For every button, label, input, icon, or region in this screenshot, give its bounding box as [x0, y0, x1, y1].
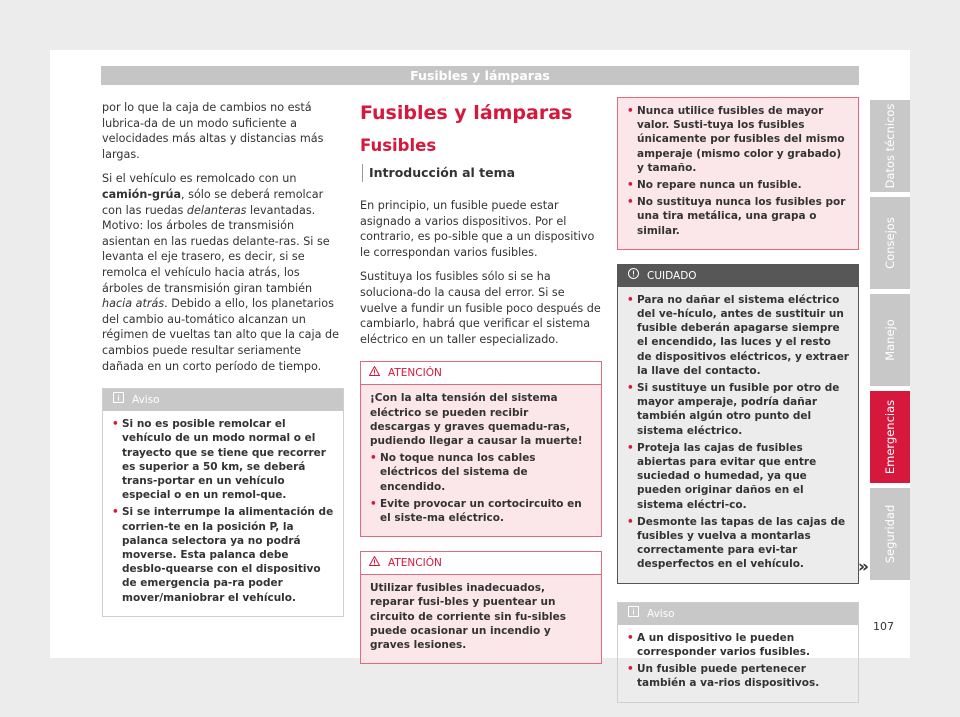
subsection-title: Fusibles [360, 136, 437, 155]
caution-header: CUIDADO [618, 265, 858, 287]
warning-icon [369, 552, 380, 574]
warning-header: ATENCIÓN [361, 362, 601, 385]
column-2 [360, 100, 602, 678]
section-title: Fusibles y lámparas [360, 102, 573, 124]
note-header: Aviso [618, 603, 858, 625]
bullet-icon: • [370, 452, 377, 465]
bullet-icon: • [112, 506, 119, 519]
list-item: • No sustituya nunca los fusibles por una tira metálica, una grapa o similar. [627, 196, 846, 237]
bullet-icon: • [627, 179, 634, 192]
page-header: Fusibles y lámparas [101, 66, 859, 85]
column-1 [102, 100, 344, 631]
warning-body [361, 385, 601, 536]
bullet-icon: • [627, 105, 634, 117]
list-item: • Si sustituye un fusible por otro de mayor amperaje, podría dañar también algún otro punto del sistema eléctrico. [627, 382, 840, 437]
note-box [617, 602, 859, 703]
tab-seguridad[interactable]: Seguridad [870, 488, 910, 580]
paragraph: Sustituya los fusibles sólo si se ha soluciona-do la causa del error. Si se vuelve a fundir un fusible poco después de cambiarlo, habrá que verificar el sistema eléctrico en un taller especializado. [360, 270, 601, 346]
list-item: • Nunca utilice fusibles de mayor valor. Susti-tuya los fusibles únicamente por fusibles del mismo amperaje (mismo color y grabado) y tamaño. [627, 105, 845, 174]
caution-box [617, 264, 859, 584]
list-item: • Un fusible puede pertenecer también a va-rios dispositivos. [627, 663, 820, 690]
list-item: • Proteja las cajas de fusibles abiertas para evitar que entre suciedad o humedad, ya que pueden originar daños en el sistema eléctri-co. [627, 441, 817, 511]
warning-body [618, 98, 858, 249]
warning-text: Utilizar fusibles inadecuados, reparar fusi-bles y puentear un circuito de corriente sin fu-sibles puede ocasionar un incendio y graves lesiones. [370, 582, 566, 651]
bullet-icon: • [627, 515, 634, 528]
paragraph: por lo que la caja de cambios no está lubrica-da de un modo suficiente a velocidades más altas y distancias más largas. [102, 101, 324, 161]
tab-consejos[interactable]: Consejos [870, 197, 910, 289]
bullet-icon: • [627, 441, 634, 454]
page-number: 107 [873, 620, 894, 633]
warning-box [360, 361, 602, 537]
note-body [618, 625, 858, 702]
warning-body [361, 575, 601, 663]
warning-text: ¡Con la alta tensión del sistema eléctrico se pueden recibir descargas y graves quemadu-ras, pudiendo llegar a causar la muerte! [370, 392, 583, 447]
topic-title: Introducción al tema [362, 164, 602, 182]
bullet-icon: • [370, 497, 377, 510]
tab-datos-tecnicos[interactable]: Datos técnicos [870, 100, 910, 192]
tab-manejo[interactable]: Manejo [870, 294, 910, 386]
list-item: • Para no dañar el sistema eléctrico del ve-hículo, antes de sustituir un fusible deberán apagarse siempre el encendido, las luces y el resto de dispositivos eléctricos, y extraer la llave del contacto. [627, 293, 849, 377]
next-page-arrow-icon: » [858, 557, 869, 577]
warning-box-continued [617, 97, 859, 250]
list-item: • No repare nunca un fusible. [627, 179, 802, 192]
info-icon [113, 389, 124, 411]
bullet-icon: • [627, 663, 634, 676]
note-body [103, 411, 343, 616]
warning-header: ATENCIÓN [361, 552, 601, 575]
warning-icon [369, 362, 380, 384]
list-item: • Si se interrumpe la alimentación de corrien-te en la posición P, la palanca selectora ya no podrá moverse. Esta palanca debe desblo-quearse con el dispositivo de emergencia pa-ra poder mover/maniobrar el vehículo. [112, 506, 334, 604]
info-icon [628, 603, 639, 625]
bullet-icon: • [627, 382, 634, 395]
bullet-icon: • [627, 196, 634, 209]
column-3 [617, 97, 859, 717]
list-item: • A un dispositivo le pueden corresponder varios fusibles. [627, 631, 811, 658]
warning-box [360, 551, 602, 664]
caution-body [618, 287, 858, 583]
caution-icon [628, 265, 639, 287]
bullet-icon: • [112, 418, 119, 431]
paragraph: En principio, un fusible puede estar asignado a varios dispositivos. Por el contrario, es po-sible que a un dispositivo le correspondan varios fusibles. [360, 199, 595, 259]
list-item: • Desmonte las tapas de las cajas de fusibles y vuelva a montarlas correctamente para evi-tar desperfectos en el vehículo. [627, 515, 846, 571]
chapter-tabs [870, 100, 910, 585]
list-item: • Si no es posible remolcar el vehículo de un modo normal o el trayecto que se tiene que recorrer es superior a 50 km, se deberá trans-portar en un vehículo especial o en un remol-que. [112, 418, 326, 502]
note-header: Aviso [103, 389, 343, 411]
tab-emergencias[interactable]: Emergencias [870, 391, 910, 483]
list-item: • Evite provocar un cortocircuito en el siste-ma eléctrico. [370, 497, 582, 524]
list-item: • No toque nunca los cables eléctricos del sistema de encendido. [370, 452, 536, 493]
note-box [102, 388, 344, 617]
bullet-icon: • [627, 631, 634, 644]
paragraph: Si el vehículo es remolcado con un camión-grúa, sólo se deberá remolcar con las ruedas delanteras levantadas. Motivo: los árboles de transmisión asientan en las ruedas delante-ras. Si se levanta el eje trasero, es decir, si se remolca el vehículo hacia atrás, los árboles de transmisión giran también hacia atrás. Debido a ello, los planetarios del cambio au-tomático alcanzan un régimen de vueltas tan alto que la caja de cambios puede resultar seriamente dañada en un corto período de tiempo. [102, 172, 340, 373]
bullet-icon: • [627, 293, 634, 306]
